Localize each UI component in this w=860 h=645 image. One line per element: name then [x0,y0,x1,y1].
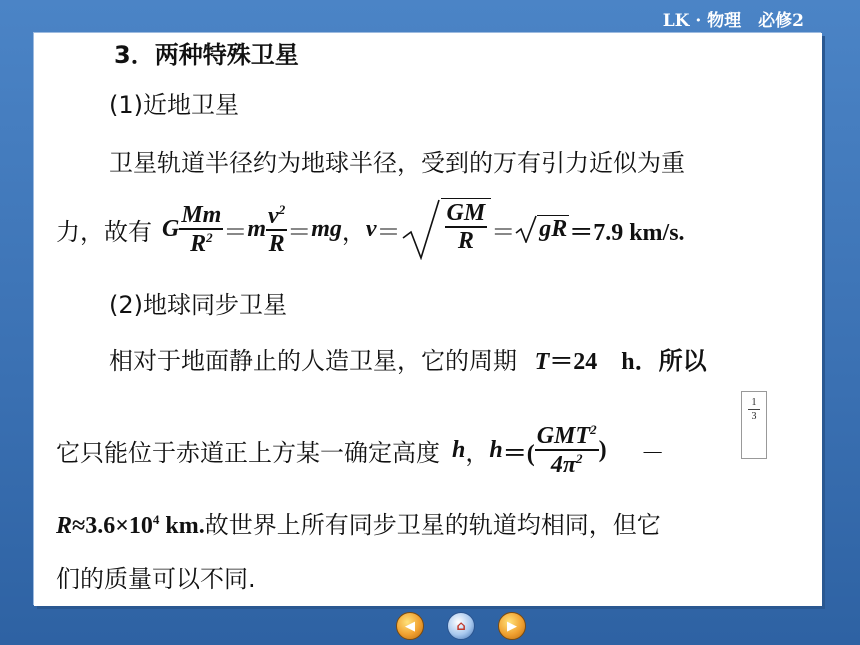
section-heading: 3．两种特殊卫星 [114,41,299,69]
subheading-near-earth: (1)近地卫星 [109,91,239,119]
symbol-h-2: h [489,436,503,463]
sqrt-GM-over-R: $\frac{GM}{R}$ [401,198,492,260]
paragraph-1-line-1: 卫星轨道半径约为地球半径，受到的万有引力近似为重 [109,149,685,177]
equals-3: ＝ [376,217,401,246]
paragraph-2-line-1: 相对于地面静止的人造卫星，它的周期 T＝24 h．所以 [109,347,707,375]
formula-mg: mg [311,215,342,242]
formula-m: m [247,215,267,242]
home-button[interactable] [447,612,475,640]
prev-slide-button[interactable] [396,612,424,640]
fraction-Mm-over-R2: $\frac{Mm}{R^2}$ [181,201,222,257]
formula-G: G [162,215,180,242]
subheading-geosync: (2)地球同步卫星 [109,291,287,319]
exponent-one-third-box: 1 3 [741,391,767,459]
radical-sign-icon [401,198,441,260]
equals-1: ＝ [223,217,248,246]
close-paren: ) [598,436,607,463]
paragraph-2-line-4: 们的质量可以不同. [56,565,256,593]
paragraph-2-line-3: $R\approx 3.6\times 10^4$ km.故世界上所有同步卫星的轨道均相同，但它 [56,511,661,539]
home-icon: ⌂ [456,618,466,634]
period-value: ＝24 h．所以 [549,349,707,375]
sqrt-gR: gR [515,215,569,243]
equals-4: ＝ [491,217,516,246]
symbol-R: R [56,513,73,539]
result-7-9: ＝7.9 km/s. [569,219,685,246]
minus-sign: － [640,438,665,467]
p1-prefix: 力，故有 [56,217,152,246]
symbol-h: h [452,436,466,463]
content-panel [34,33,822,606]
formula-v: v [365,215,377,242]
fraction-v2-over-R: $\frac{v^2}{R}$ [268,201,286,257]
next-arrow-icon: ▶ [507,618,517,634]
course-label: LK · 物理 必修2 [662,11,804,31]
paragraph-1-line-2: 力，故有 G $\frac{Mm}{R^2}$ ＝ m $\frac{v^2}{R}$ ＝ mg ， v ＝ $\frac{GM}{R}$ ＝ gR ＝7.9 km/s. [56,197,685,261]
radical-sign-icon [515,215,537,243]
equals-paren: ＝( [502,440,535,467]
next-slide-button[interactable] [498,612,526,640]
symbol-T: T [534,349,550,375]
fraction-GMT2-over-4pi2: $\frac{GMT^2}{4\pi^2}$ [536,422,597,478]
prev-arrow-icon: ◀ [405,618,415,634]
paragraph-2-line-2: 它只能位于赤道正上方某一确定高度 h ， h ＝( $\frac{GMT^2}{4\pi^2}$ ) － [56,422,665,478]
equals-2: ＝ [287,217,312,246]
